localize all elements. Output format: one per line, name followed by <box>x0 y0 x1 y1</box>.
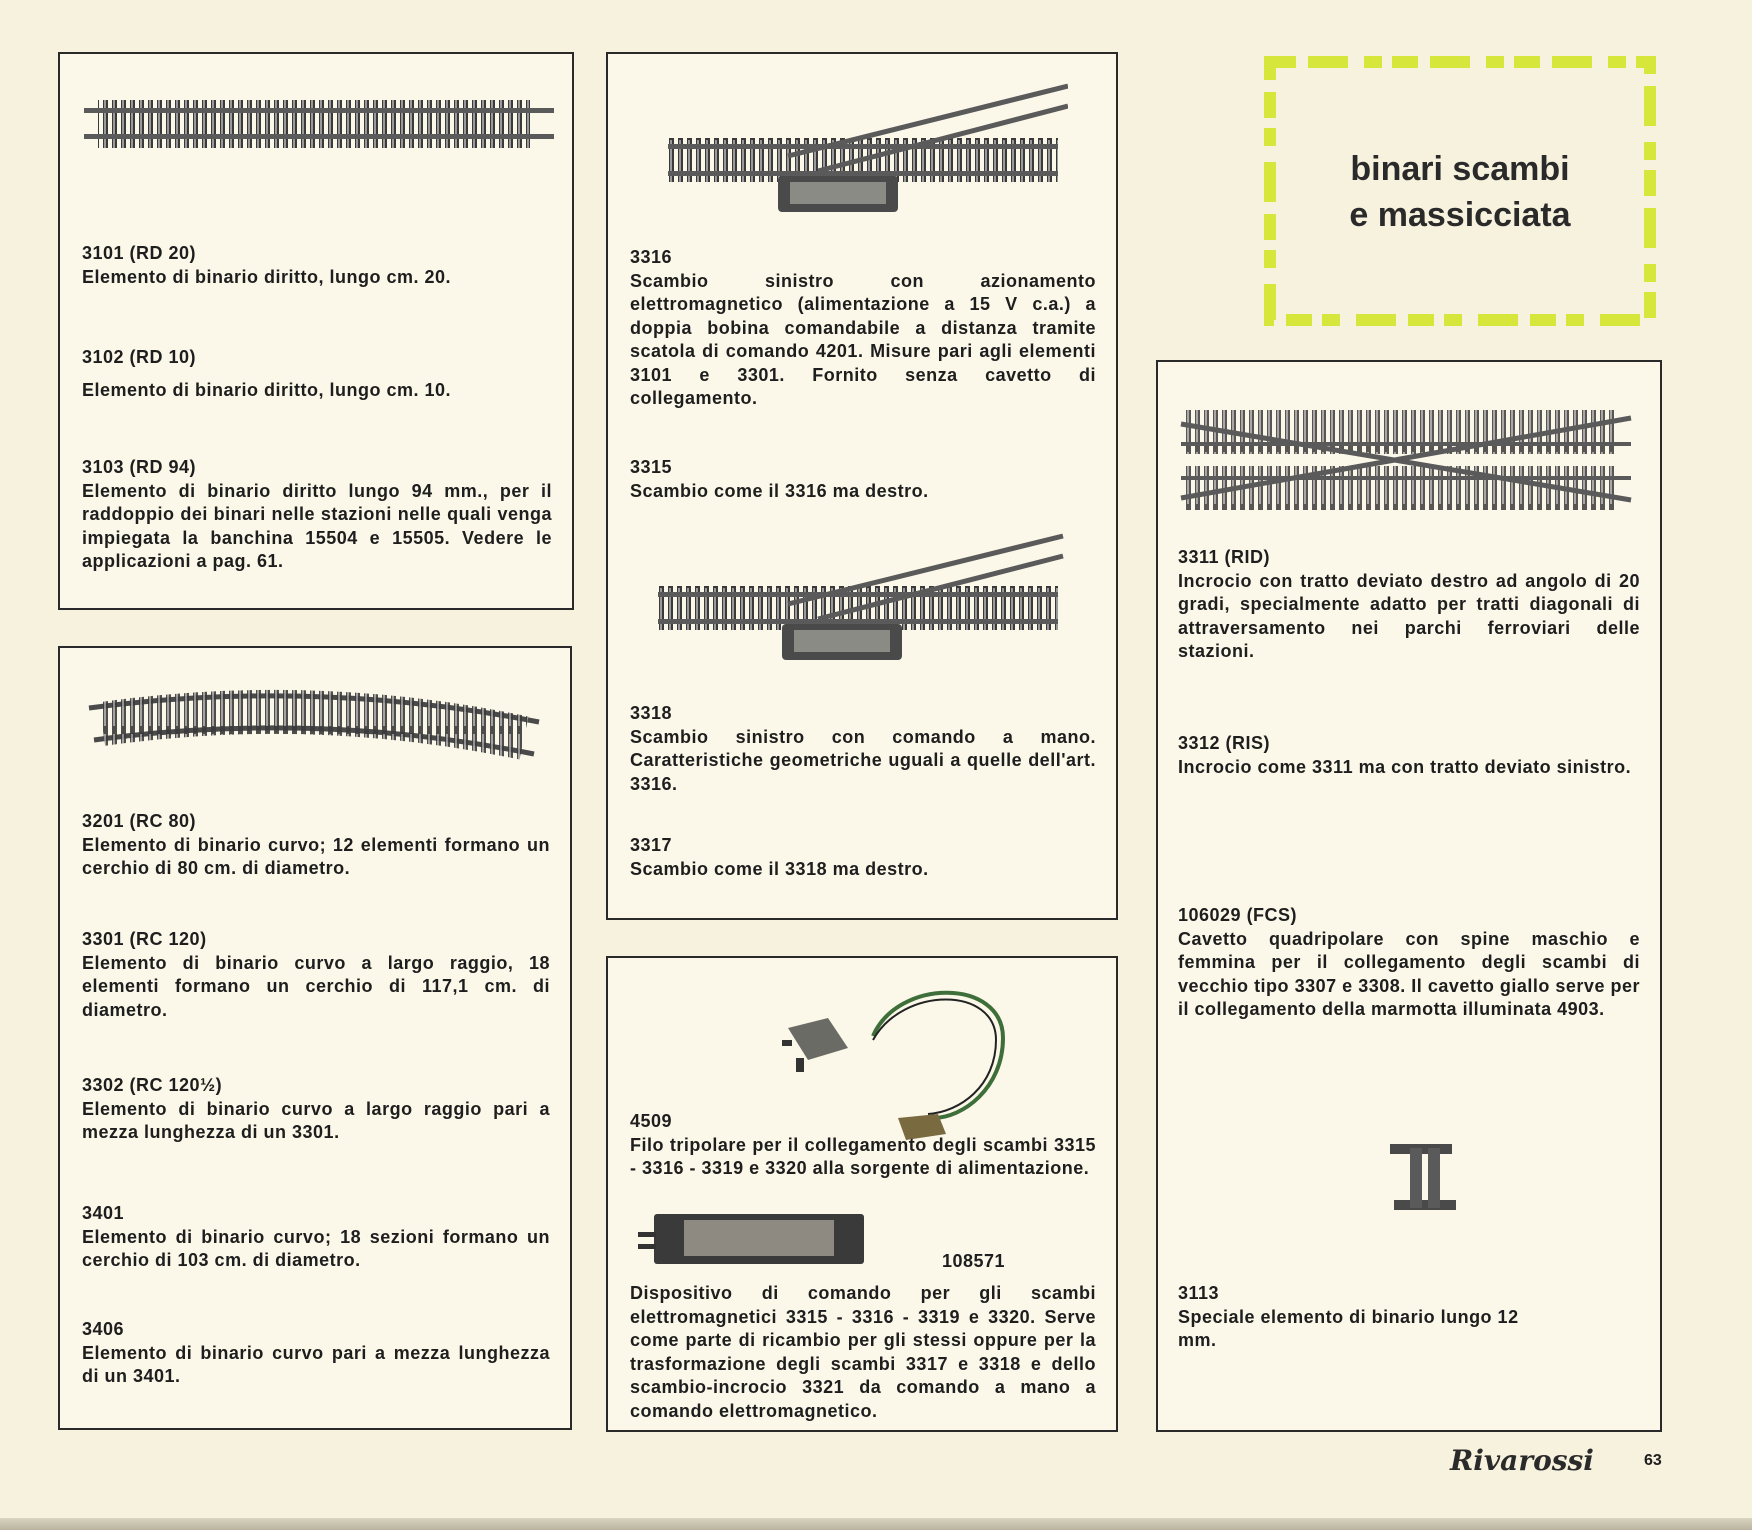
item-desc: Incrocio come 3311 ma con tratto deviato sinistro. <box>1178 756 1632 777</box>
item-code: 3103 (RD 94) <box>82 457 197 477</box>
item-code: 3102 (RD 10) <box>82 347 197 367</box>
item-desc: Scambio come il 3318 ma destro. <box>630 858 929 879</box>
item-desc: Elemento di binario diritto, lungo cm. 10. <box>82 379 452 400</box>
item-desc: Elemento di binario diritto lungo 94 mm., per il raddoppio dei binari nelle stazioni nelle quali venga impiegata la banchina 15504 e 15505. Vedere le applicazioni a pag. 61. <box>82 480 552 571</box>
item-code: 3113 <box>1178 1283 1220 1303</box>
item-3113 <box>1178 1282 1558 1353</box>
panel-accessories <box>606 956 1118 1432</box>
title-line-2: e massicciata <box>1349 196 1571 234</box>
item-3406 <box>82 1318 550 1389</box>
title-line-1: binari scambi <box>1350 150 1570 188</box>
item-code: 3317 <box>630 835 673 855</box>
item-3103 <box>82 456 552 574</box>
item-desc: Incrocio con tratto deviato destro ad angolo di 20 gradi, specialmente adatto per tratti diagonali di attraversamento nei parchi ferroviari delle stazioni. <box>1178 570 1640 661</box>
item-3102 <box>82 346 552 402</box>
page-edge <box>0 1518 1752 1530</box>
brand-logo: Rivarossi <box>1450 1444 1594 1477</box>
item-code: 3101 (RD 20) <box>82 243 197 263</box>
item-code: 3311 (RID) <box>1178 547 1271 567</box>
item-desc: Elemento di binario curvo; 12 elementi formano un cerchio di 80 cm. di diametro. <box>82 834 550 878</box>
item-desc: Scambio come il 3316 ma destro. <box>630 480 929 501</box>
panel-crossings <box>1156 360 1662 1432</box>
item-3302 <box>82 1074 550 1145</box>
item-code: 3302 (RC 120½) <box>82 1075 223 1095</box>
title-frame <box>1258 52 1662 330</box>
item-3315 <box>630 456 1096 503</box>
electric-switch-image <box>668 76 1068 216</box>
item-code: 106029 (FCS) <box>1178 905 1298 925</box>
item-desc: Elemento di binario curvo a largo raggio, 18 elementi formano un cerchio di 117,1 cm. di diametro. <box>82 952 550 1020</box>
item-desc: Speciale elemento di binario lungo 12 mm. <box>1178 1306 1519 1350</box>
item-3316 <box>630 246 1096 411</box>
item-3301 <box>82 928 550 1022</box>
curved-track-image <box>84 670 550 770</box>
item-code: 3401 <box>82 1203 125 1223</box>
item-108571-code <box>942 1250 1005 1274</box>
item-4509 <box>630 1110 1096 1181</box>
item-desc: Scambio sinistro con comando a mano. Caratteristiche geometriche uguali a quelle dell'art. 3316. <box>630 726 1096 794</box>
item-code: 3406 <box>82 1319 125 1339</box>
item-desc: Elemento di binario diritto, lungo cm. 20. <box>82 266 452 287</box>
item-code: 3312 (RIS) <box>1178 733 1271 753</box>
item-106029 <box>1178 904 1640 1022</box>
item-desc: Scambio sinistro con azionamento elettromagnetico (alimentazione a 15 V c.a.) a doppia bobina comandabile a distanza tramite scatola di comando 4201. Misure pari agli elementi 3101 e 3301. Fornito senza cavetto di collegamento. <box>630 270 1096 408</box>
item-3101 <box>82 242 552 289</box>
item-desc: Dispositivo di comando per gli scambi elettromagnetici 3315 - 3316 - 3319 e 3320. Serve come parte di ricambio per gli stessi oppure per la trasformazione degli scambi 3317 e 3318 e dello scambio-incrocio 3321 da comando a mano a comando elettromagnetico. <box>630 1283 1096 1421</box>
item-3201 <box>82 810 550 881</box>
crossing-image <box>1176 388 1636 528</box>
item-code: 3201 (RC 80) <box>82 811 197 831</box>
item-3317 <box>630 834 1096 881</box>
panel-straight-tracks <box>58 52 574 610</box>
item-desc: Elemento di binario curvo pari a mezza lunghezza di un 3401. <box>82 1342 550 1386</box>
item-code: 3301 (RC 120) <box>82 929 207 949</box>
item-code: 3316 <box>630 247 673 267</box>
manual-switch-image <box>658 524 1068 664</box>
item-3312 <box>1178 732 1640 779</box>
straight-track-image <box>84 94 554 154</box>
item-3401 <box>82 1202 550 1273</box>
short-track-image <box>1384 1134 1464 1226</box>
item-code: 3318 <box>630 703 673 723</box>
item-code: 108571 <box>942 1251 1006 1271</box>
panel-curved-tracks <box>58 646 572 1430</box>
page-number: 63 <box>1644 1452 1662 1469</box>
item-desc: Elemento di binario curvo; 18 sezioni formano un cerchio di 103 cm. di diametro. <box>82 1226 550 1270</box>
item-108571 <box>630 1282 1096 1423</box>
item-desc: Cavetto quadripolare con spine maschio e femmina per il collegamento degli scambi di vecchio tipo 3307 e 3308. Il cavetto giallo serve per il collegamento della marmotta illuminata 4903. <box>1178 928 1640 1019</box>
item-3318 <box>630 702 1096 796</box>
item-code: 3315 <box>630 457 673 477</box>
control-device-image <box>638 1212 868 1266</box>
item-desc: Filo tripolare per il collegamento degli scambi 3315 - 3316 - 3319 e 3320 alla sorgente di alimentazione. <box>630 1134 1096 1178</box>
item-desc: Elemento di binario curvo a largo raggio pari a mezza lunghezza di un 3301. <box>82 1098 550 1142</box>
item-code: 4509 <box>630 1111 673 1131</box>
panel-switches <box>606 52 1118 920</box>
item-3311 <box>1178 546 1640 664</box>
